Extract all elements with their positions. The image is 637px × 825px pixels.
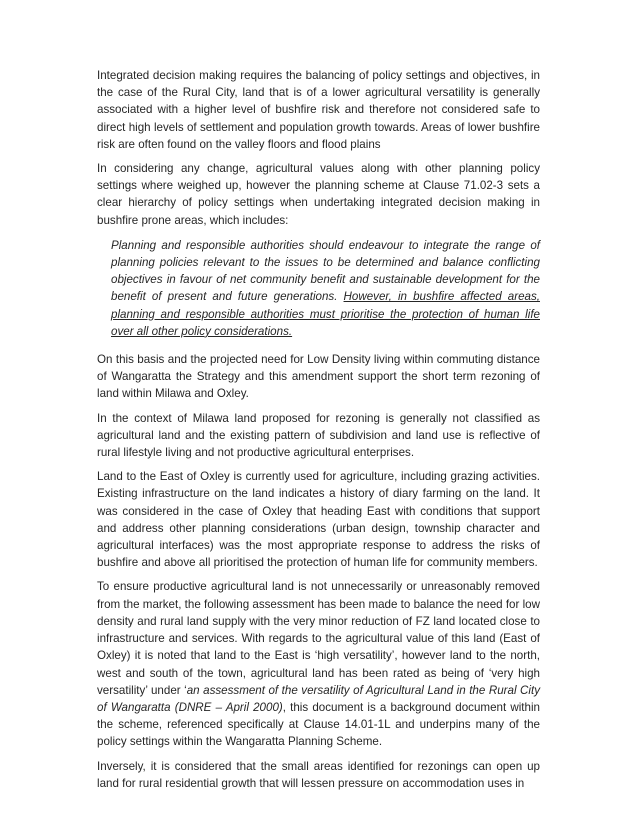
assessment-document-title: an assessment of the versatility of Agricultural Land in the Rural City of Wangaratta (DNRE – April 2000)	[97, 683, 541, 714]
paragraph-considering-change: In considering any change, agricultural values along with other planning policy settings where weighed up, however the planning scheme at Clause 71.02-3 sets a clear hierarchy of policy settings when undertaking integrated decision making in bushfire prone areas, which includes:	[97, 162, 540, 227]
paragraph-agricultural-assessment	[97, 578, 540, 750]
quote-underlined-text: However, in bushfire affected areas, planning and responsible authorities must prioritise the protection of human life over all other policy considerations.	[111, 290, 540, 338]
policy-quote	[111, 237, 540, 340]
paragraph-integrated-decision-making: Integrated decision making requires the balancing of policy settings and objectives, in the case of the Rural City, land that is of a lower agricultural versatility is generally associated with a higher level of bushfire risk and therefore not considered safe to direct high levels of settlement and population growth towards. Areas of lower bushfire risk are often found on the valley floors and flood plains	[97, 69, 540, 151]
paragraph-oxley-east: Land to the East of Oxley is currently used for agriculture, including grazing activities. Existing infrastructure on the land indicates a history of diary farming on the land. It was considered in the case of Oxley that heading East with conditions that support and address other planning considerations (urban design, township character and agricultural interfaces) was the most appropriate response to address the risks of bushfire and above all prioritised the protection of human life for community members.	[97, 470, 540, 570]
assessment-text-end: , this document is a background document within the scheme, referenced specifically at Clause 14.01-1L and underpins many of the policy settings within the Wangaratta Planning Scheme.	[97, 700, 540, 749]
quote-main-text: Planning and responsible authorities should endeavour to integrate the range of planning policies relevant to the issues to be determined and balance conflicting objectives in favour of net community benefit and sustainable development for the benefit of present and future generations.	[111, 238, 540, 304]
paragraph-low-density-basis: On this basis and the projected need for Low Density living within commuting distance of Wangaratta the Strategy and this amendment support the short term rezoning of land within Milawa and Oxley.	[97, 353, 540, 401]
assessment-text-start: To ensure productive agricultural land is not unnecessarily or unreasonably removed from the market, the following assessment has been made to balance the need for low density and rural land supply with the very minor reduction of FZ land located close to infrastructure and services. With regards to the agricultural value of this land (East of Oxley) it is noted that land to the East is ‘high versatility’, however land to the north, west and south of the town, agricultural land has been rated as being of ‘very high versatility’ under ‘	[97, 580, 540, 697]
paragraph-milawa-context: In the context of Milawa land proposed for rezoning is generally not classified as agricultural land and the existing pattern of subdivision and land use is reflective of rural lifestyle living and not productive agricultural enterprises.	[97, 411, 540, 460]
paragraph-inversely: Inversely, it is considered that the small areas identified for rezonings can open up land for rural residential growth that will lessen pressure on accommodation uses in	[97, 759, 540, 790]
